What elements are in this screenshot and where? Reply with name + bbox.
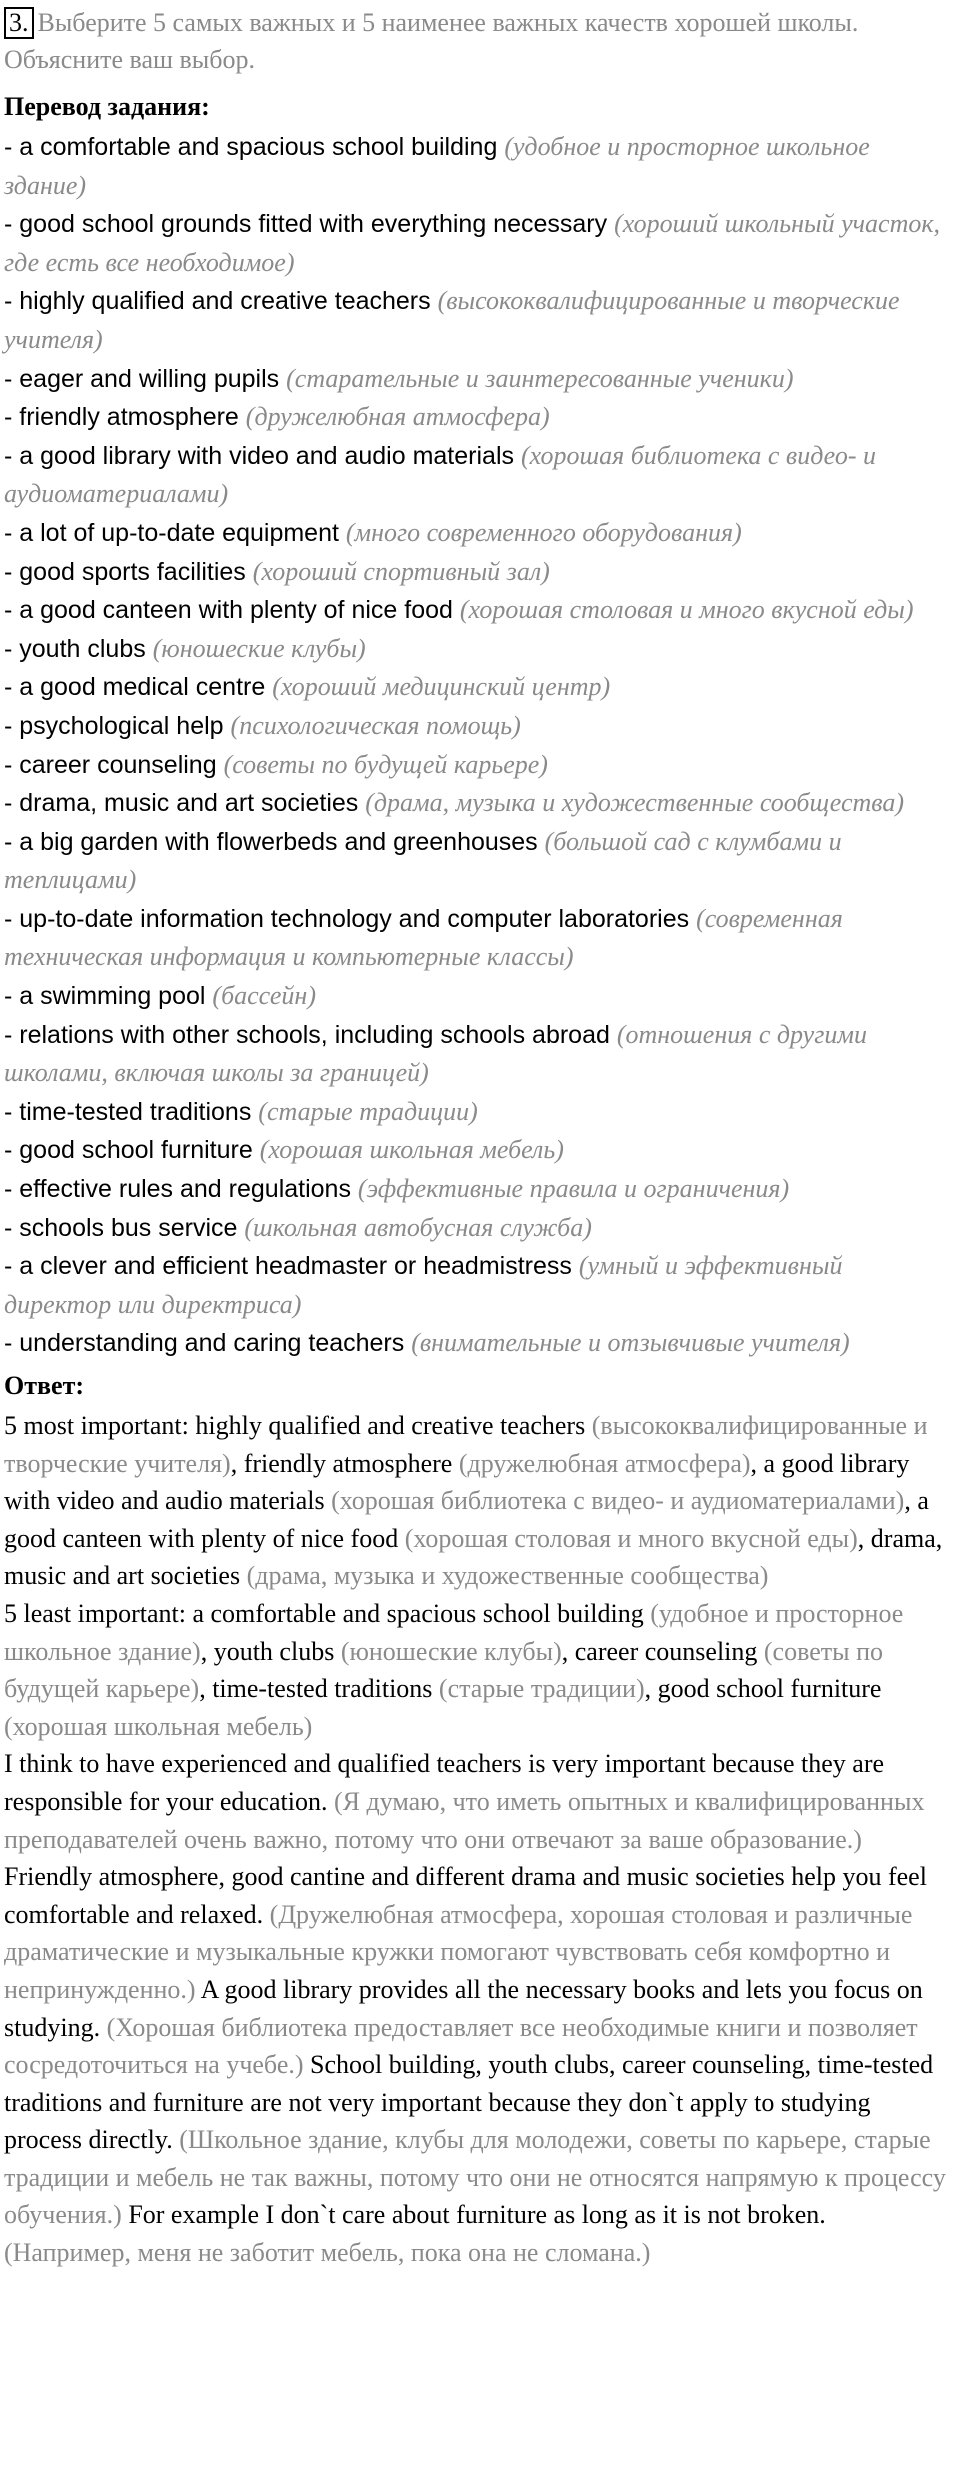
item-english: - friendly atmosphere bbox=[4, 403, 239, 432]
list-item bbox=[4, 1131, 952, 1170]
list-item bbox=[4, 128, 952, 205]
item-english: - relations with other schools, including schools abroad bbox=[4, 1020, 610, 1049]
item-english: - effective rules and regulations bbox=[4, 1175, 351, 1204]
answer-item-english: youth clubs bbox=[213, 1636, 335, 1666]
item-translation: (большой сад с клумбами и теплицами) bbox=[4, 826, 842, 895]
list-item bbox=[4, 707, 952, 746]
item-translation: (юношеские клубы) bbox=[152, 633, 366, 663]
list-item bbox=[4, 977, 952, 1016]
item-english: - understanding and caring teachers bbox=[4, 1329, 405, 1358]
answer-item-english: a good canteen with plenty of nice food bbox=[4, 1486, 929, 1553]
item-english: - a clever and efficient headmaster or headmistress bbox=[4, 1252, 572, 1281]
item-translation: (хороший медицинский центр) bbox=[272, 672, 611, 702]
item-translation: (хороший спортивный зал) bbox=[252, 556, 550, 586]
answer-item-translation: (дружелюбная атмосфера) bbox=[458, 1448, 751, 1478]
most-important-paragraph: 5 most important: highly qualified and creative teachers (высококвалифицированные и творческие учителя), friendly atmosphere (дружелюбная атмосфера), a good library with video and audio materials (хорошая библиотека с видео- и аудиоматериалами), a good canteen with plenty of nice food (хорошая столовая и много вкусной еды), drama, music and art societies (драма, музыка и художественные сообщества) bbox=[4, 1411, 943, 1591]
explanation-english: Friendly atmosphere, good cantine and different drama and music societies help you feel comfortable and relaxed. bbox=[4, 1862, 927, 1929]
task-header bbox=[4, 4, 952, 78]
item-translation: (отношения с другими школами, включая школы за границей) bbox=[4, 1019, 867, 1088]
answer-item-translation: (юношеские клубы) bbox=[340, 1636, 562, 1666]
item-english: - good school furniture bbox=[4, 1136, 253, 1165]
list-item bbox=[4, 823, 952, 900]
item-translation: (дружелюбная атмосфера) bbox=[245, 402, 550, 432]
item-translation: (бассейн) bbox=[212, 981, 316, 1011]
explanation-translation: (Хорошая библиотека предоставляет все необходимые книги и позволяет сосредоточиться на учебе.) bbox=[4, 2012, 918, 2080]
item-english: - youth clubs bbox=[4, 634, 146, 663]
item-english: - good school grounds fitted with everything necessary bbox=[4, 210, 608, 239]
list-item bbox=[4, 900, 952, 977]
answer-item-english: friendly atmosphere bbox=[243, 1448, 453, 1478]
item-translation: (советы по будущей карьере) bbox=[223, 749, 548, 779]
least-important-paragraph: 5 least important: a comfortable and spacious school building (удобное и просторное школьное здание), youth clubs (юношеские клубы), career counseling (советы по будущей карьере), time-tested traditions (старые традиции), good school furniture (хорошая школьная мебель) bbox=[4, 1598, 904, 1741]
item-translation: (хорошая библиотека с видео- и аудиоматериалами) bbox=[4, 440, 877, 509]
item-translation: (удобное и просторное школьное здание) bbox=[4, 132, 870, 200]
list-item bbox=[4, 360, 952, 399]
list-item bbox=[4, 1170, 952, 1209]
item-english: - schools bus service bbox=[4, 1213, 238, 1242]
list-item bbox=[4, 1324, 952, 1363]
task-number: 3. bbox=[4, 7, 34, 39]
explanation-english: I think to have experienced and qualified teachers is very important because they are responsible for your education. bbox=[4, 1749, 885, 1816]
item-english: - drama, music and art societies bbox=[4, 789, 359, 818]
answer-item-translation: (советы по будущей карьере) bbox=[4, 1636, 883, 1704]
most-important-label: 5 most important: bbox=[4, 1411, 196, 1440]
item-english: - eager and willing pupils bbox=[4, 364, 280, 393]
explanation-translation: (Я думаю, что иметь опытных и квалифицированных преподавателей очень важно, потому что они отвечают за ваше образование.) bbox=[4, 1786, 925, 1854]
list-item bbox=[4, 282, 952, 359]
list-item bbox=[4, 437, 952, 514]
item-translation: (внимательные и отзывчивые учителя) bbox=[411, 1328, 850, 1358]
answer-item-translation: (драма, музыка и художественные сообщества) bbox=[246, 1561, 769, 1591]
answer-item-english: a good library with video and audio materials bbox=[4, 1448, 910, 1516]
item-english: - good sports facilities bbox=[4, 557, 246, 586]
explanation-english: A good library provides all the necessary books and lets you focus on studying. bbox=[4, 1974, 923, 2042]
item-translation: (эффективные правила и ограничения) bbox=[357, 1174, 790, 1204]
explanation-paragraph bbox=[4, 1745, 952, 2271]
list-item bbox=[4, 668, 952, 707]
answer-item-translation: (удобное и просторное школьное здание) bbox=[4, 1598, 904, 1666]
answer-item-english: drama, music and art societies bbox=[4, 1523, 943, 1591]
item-english: - a big garden with flowerbeds and greenhouses bbox=[4, 827, 538, 856]
item-translation: (высококвалифицированные и творческие учителя) bbox=[4, 286, 900, 354]
answer-item-translation: (хорошая библиотека с видео- и аудиоматериалами) bbox=[331, 1486, 905, 1516]
list-item bbox=[4, 1016, 952, 1093]
item-translation: (хороший школьный участок, где есть все необходимое) bbox=[4, 209, 941, 277]
answer-item-translation: (хорошая школьная мебель) bbox=[4, 1711, 313, 1741]
answer-item-english: time-tested traditions bbox=[212, 1674, 433, 1704]
answer-item-english: career counseling bbox=[574, 1636, 758, 1666]
item-english: - a comfortable and spacious school building bbox=[4, 133, 498, 161]
items-list bbox=[4, 128, 952, 1363]
answer-item-english: good school furniture bbox=[657, 1674, 882, 1704]
answer-section bbox=[4, 1407, 952, 2272]
item-translation: (старые традиции) bbox=[258, 1096, 478, 1126]
answer-item-translation: (старые традиции) bbox=[438, 1674, 645, 1704]
list-item bbox=[4, 398, 952, 437]
item-translation: (умный и эффективный директор или директриса) bbox=[4, 1251, 843, 1319]
item-english: - a lot of up-to-date equipment bbox=[4, 518, 339, 547]
item-english: - a good library with video and audio materials bbox=[4, 441, 514, 470]
list-item bbox=[4, 784, 952, 823]
answer-item-translation: (высококвалифицированные и творческие учителя) bbox=[4, 1411, 928, 1478]
list-item bbox=[4, 553, 952, 592]
explanation-english: School building, youth clubs, career counseling, time-tested traditions and furniture are not very important because they don`t apply to studying process directly. bbox=[4, 2050, 934, 2155]
item-english: - career counseling bbox=[4, 750, 217, 779]
list-item bbox=[4, 1093, 952, 1132]
least-important-label: 5 least important: bbox=[4, 1598, 193, 1628]
answer-heading: Ответ: bbox=[4, 1371, 85, 1400]
item-english: - a good canteen with plenty of nice food bbox=[4, 596, 453, 625]
item-translation: (хорошая столовая и много вкусной еды) bbox=[459, 595, 914, 625]
answer-item-english: a comfortable and spacious school building bbox=[192, 1598, 644, 1628]
item-english: - a swimming pool bbox=[4, 982, 206, 1011]
list-item bbox=[4, 1209, 952, 1248]
item-translation: (старательные и заинтересованные ученики) bbox=[286, 363, 794, 393]
list-item bbox=[4, 205, 952, 282]
item-translation: (много современного оборудования) bbox=[345, 517, 742, 547]
explanation-translation: (Дружелюбная атмосфера, хорошая столовая и различные драматические и музыкальные кружки помогают чувствовать себя комфортно и непринужденно.) bbox=[4, 1899, 913, 2004]
explanation-translation: (Например, меня не заботит мебель, пока она не сломана.) bbox=[4, 2238, 651, 2268]
item-english: - a good medical centre bbox=[4, 673, 266, 702]
item-translation: (драма, музыка и художественные сообщества) bbox=[365, 788, 905, 818]
item-english: - psychological help bbox=[4, 711, 224, 740]
item-english: - up-to-date information technology and computer laboratories bbox=[4, 904, 690, 933]
list-item bbox=[4, 630, 952, 669]
explanation-english: For example I don`t care about furniture as long as it is not broken. bbox=[128, 2200, 826, 2230]
translation-heading: Перевод задания: bbox=[4, 92, 210, 121]
item-english: - highly qualified and creative teachers bbox=[4, 287, 431, 316]
answer-item-english: highly qualified and creative teachers bbox=[195, 1411, 586, 1440]
answer-item-translation: (хорошая столовая и много вкусной еды) bbox=[404, 1523, 858, 1553]
item-translation: (школьная автобусная служба) bbox=[244, 1212, 592, 1242]
explanation-translation: (Школьное здание, клубы для молодежи, советы по карьере, старые традиции и мебель не так важны, потому что они не относятся напрямую к процессу обучения.) bbox=[4, 2125, 946, 2230]
task-text: Выберите 5 самых важных и 5 наименее важных качеств хорошей школы. Объясните ваш выбор. bbox=[4, 8, 859, 74]
list-item bbox=[4, 591, 952, 630]
list-item bbox=[4, 746, 952, 785]
item-translation: (современная техническая информация и компьютерные классы) bbox=[4, 903, 843, 972]
item-translation: (психологическая помощь) bbox=[230, 710, 521, 740]
list-item bbox=[4, 1247, 952, 1324]
item-translation: (хорошая школьная мебель) bbox=[259, 1135, 564, 1165]
item-english: - time-tested traditions bbox=[4, 1097, 252, 1126]
list-item bbox=[4, 514, 952, 553]
